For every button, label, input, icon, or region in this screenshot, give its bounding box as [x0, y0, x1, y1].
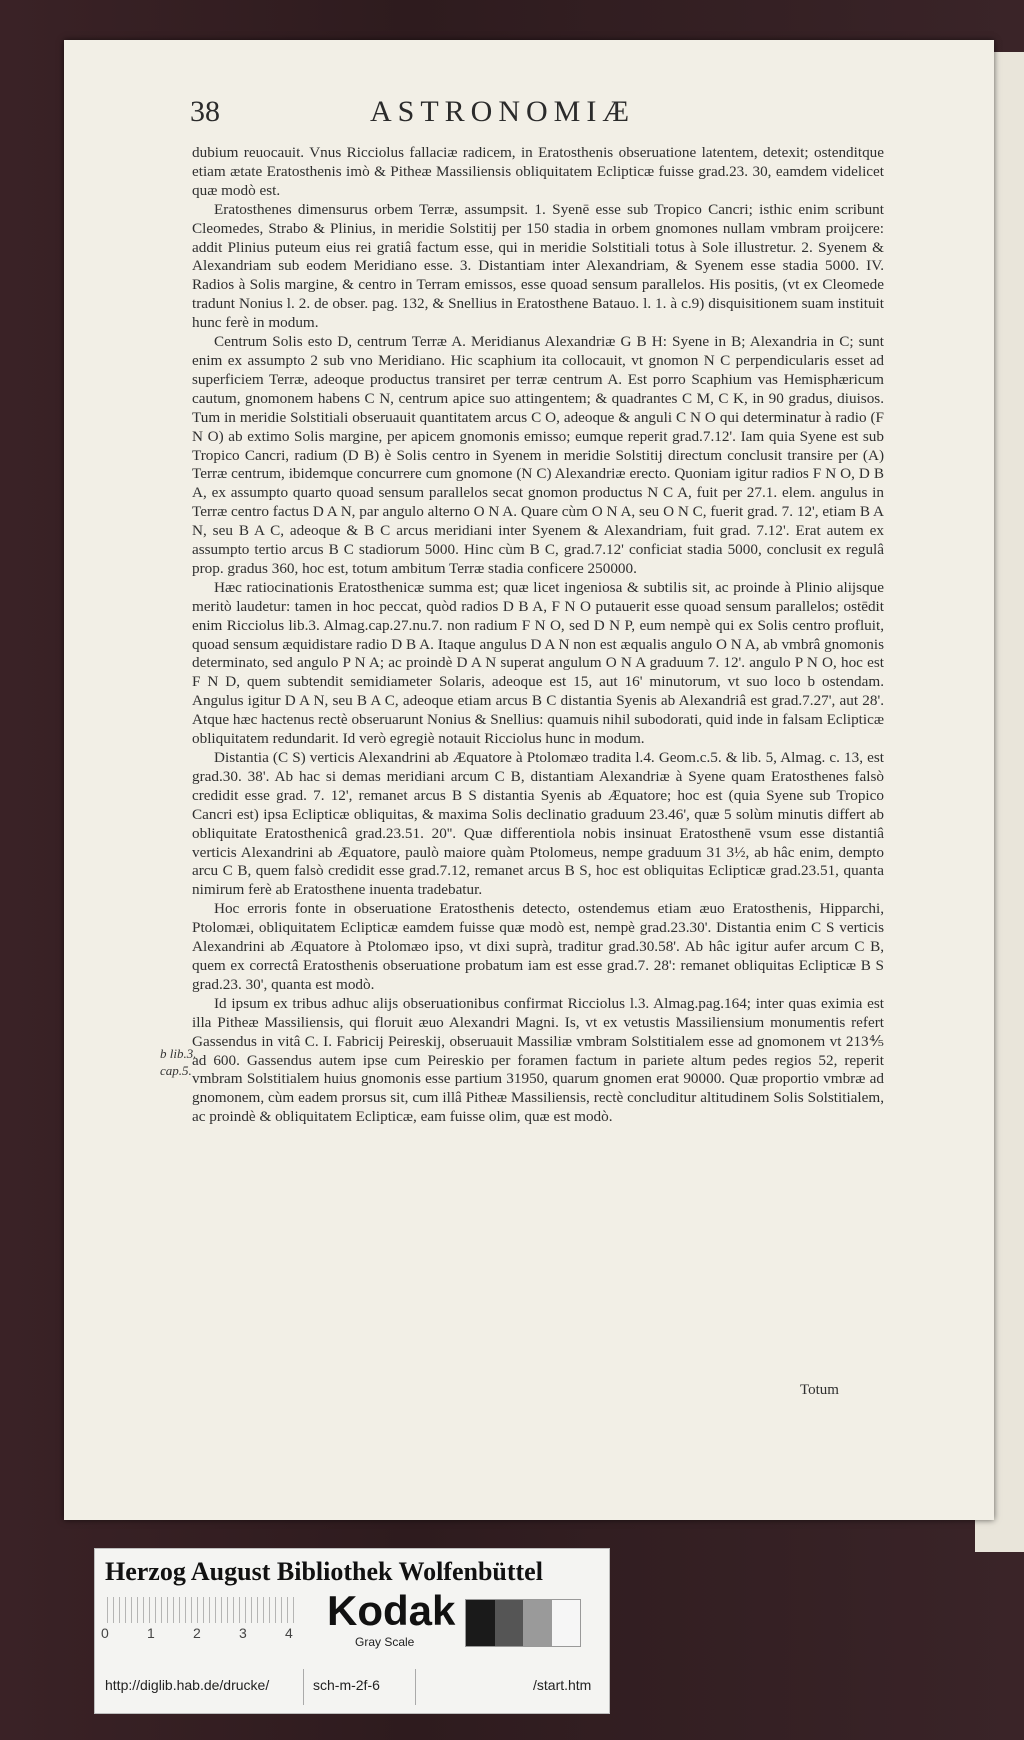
catchword: Totum: [800, 1382, 839, 1398]
paragraph: dubium reuocauit. Vnus Ricciolus fallaciæ radicem, in Eratosthenis obseruatione latentem, detexit; ostenditque etiam ætate Eratosthenis imò & Pitheæ Massiliensis obliquitatem Eclipticæ fuisse grad.23. 30, eamdem videlicet quæ modò est.: [192, 144, 884, 199]
url-id: sch-m-2f-6: [313, 1677, 380, 1693]
paragraph: Distantia (C S) verticis Alexandrini ab Æquatore à Ptolomæo tradita l.4. Geom.c.5. & lib. 5, Almag. c. 13, est grad.30. 38'. Ab hac si demas meridiani arcum C B, distantiam Alexandriæ à Syene quam Eratosthenes falsò credidit esse grad. 7. 12', remanet arcus B S distantia Syenis ab Æquatore; hoc est (quia Syene sub Tropico Cancri est) ipsa Eclipticæ obliquitas, & maxima Solis declinatio graduum 23.46', quæ 5 solùm minutis differt ab obliquitate Eratosthenicâ grad.23.51. 20''. Quæ differentiola nobis insinuat Eratosthenē vsum esse distantiâ verticis Alexandrini ab Æquatore, paulò maiore quàm Ptolomeus, nempe graduum 31 3½, ab hâc enim, dempto arcu C B, quem falsò credidit esse grad.7.12, remanet arcus B S, hoc est obliquitas Eclipticæ grad.23.51, quanta nimirum ferè ab Eratosthene inuenta tradebatur.: [192, 749, 884, 899]
gray-patch: [466, 1600, 495, 1646]
tick-label: 0: [101, 1625, 109, 1641]
running-title: ASTRONOMIÆ: [370, 95, 636, 128]
url-end: /start.htm: [533, 1677, 592, 1693]
library-name: Herzog August Bibliothek Wolfenbüttel: [105, 1557, 543, 1586]
paragraph: Eratosthenes dimensurus orbem Terræ, assumpsit. 1. Syenē esse sub Tropico Cancri; isthic enim scribunt Cleomedes, Strabo & Plinius, in meridie Solstitij per 150 stadia in orbem gnomones nullam vmbram proijcere: addit Plinius puteum eius rei gratiâ factum esse, qui in meridie Solstitiali totus à Sole illustretur. 2. Syenem & Alexandriam sub eodem Meridiano esse. 3. Distantiam inter Alexandriam, & Syenem esse stadia 5000. IV. Radios à Solis margine, & centro in Terram emissos, esse quoad sensum parallelos. His positis, (vt ex Cleomede tradunt Nonius l. 2. de obser. pag. 132, & Snellius in Eratosthene Batauo. l. 1. à c.9) disquisitionem suam instituit hunc ferè in modum.: [192, 200, 884, 332]
gray-patch: [523, 1600, 552, 1646]
paragraph: Centrum Solis esto D, centrum Terræ A. Meridianus Alexandriæ G B H: Syene in B; Alexandria in C; sunt enim ex assumpto 2 sub vno Meridiano. Hic scaphium ita collocauit, vt gnomon N C perpendicularis esset ad superficiem Terræ, adeoque productus transiret per terræ centrum A. Est porro Scaphium vas Hemisphæricum cautum, gnomonem habens C N, centrum apice suo attingentem; & quadrantes C M, C K, in 90 gradus, diuisos. Tum in meridie Solstitiali obseruauit quantitatem arcus C O, adeoque & anguli C N O qui determinatur à radio (F N O) ab extimo Solis margine, per apicem gnomonis emisso; eumque reperit grad.7.12'. Iam quia Syene est sub Tropico Cancri, radium (D B) è Solis centro in Syenem in meridie Solstitij directum conclusit transire per (A) Terræ centrum, ibidemque concurrere cum gnomone (N C) Alexandriæ erecto. Quoniam igitur radios F N O, D B A, ex assumpto quarto quoad sensum parallelos secat gnomon productus N C A, fuit per 27.1. elem. angulus in Terræ centro factus D A N, par angulo alterno O N A. Quare cùm O N A, seu O N C, fuerit grad. 7. 12', etiam B A N, seu B A C, adeoque & B C arcus meridiani inter Syenem & Alexandriam, fuit grad. 7.12'. Erat autem ex assumpto tertio arcus B C stadiorum 5000. Hinc cùm B C, grad.7.12' conficiat stadia 5000, conclusit ex regulâ prop. gradus 360, hoc est, totum ambitum Terræ stadia conficere 250000.: [192, 333, 884, 577]
url-base: http://diglib.hab.de/drucke/: [105, 1677, 270, 1693]
kodak-logo: Kodak: [327, 1587, 456, 1634]
marginal-note-line: b lib.3.: [160, 1046, 197, 1061]
marginal-note: [160, 1045, 196, 1079]
ruler-ticks: [101, 1625, 301, 1645]
page-number: 38: [190, 95, 220, 128]
paragraph: Hæc ratiocinationis Eratosthenicæ summa est; quæ licet ingeniosa & subtilis sit, ac proinde à Plinio alijsque meritò laudetur: tamen in hoc peccat, quòd radios D B A, F N O putauerit esse quoad sensum parallelos; ostēdit enim Ricciolus lib.3. Almag.cap.27.nu.7. non radium F N O, sed D N P, eum nempè qui ex Solis centro profluit, quoad sensum æquidistare radio D B A. Itaque angulus D A N non est æqualis angulo O N A, ab vmbrâ gnomonis determinato, sed angulo P N A; ac proindè D A N superat angulum O N A graduum 7. 12'. angulo P N O, hoc est F N D, quem subtendit semidiameter Solaris, adeoque est 15, aut 16' minutorum, vt suo loco b ostendam. Angulus igitur D A N, seu B A C, adeoque etiam arcus B C distantia Syenis ab Alexandriâ est grad.7.27', aut 28'. Atque hæc hactenus rectè obseruarunt Nonius & Snellius: quamuis nihil subodorati, quid inde in falsam Eclipticæ obliquitatem redundarit. Id verò egregiè notauit Ricciolus hunc in modum.: [192, 578, 884, 748]
gray-patch: [552, 1600, 581, 1646]
gray-patches: [465, 1599, 581, 1647]
tick-label: 4: [285, 1625, 293, 1641]
page-header: [190, 95, 890, 135]
paragraph: Id ipsum ex tribus adhuc alijs obseruationibus confirmat Ricciolus l.3. Almag.pag.164; inter quas eximia est illa Pitheæ Massiliensis, qui floruit æuo Alexandri Magni. Is, vt ex vetustis Massiliensium monumentis refert Gassendus in vitâ C. I. Fabricij Peireskij, obseruauit Massiliæ vmbram Solstitialem esse ad gnomonem vt 213⅘ ad 600. Gassendus autem ipse cum Peireskio per foramen factum in pariete altum pedes regios 52, reperit vmbram Solstitialem huius gnomonis esse partium 31950, quarum gnomen erat 90000. Quæ proportio vmbræ ad gnomonem, cùm eadem prorsus sit, cum illâ Pitheæ Massiliensis, rectè concluditur altitudinem Solis Solstitialem, ac proindè & obliquitatem Eclipticæ, eam fuisse olim, quæ est modò.: [192, 994, 884, 1126]
gray-patch: [495, 1600, 524, 1646]
marginal-note-line: cap.5.: [160, 1063, 192, 1078]
ruler-scale: [107, 1597, 297, 1623]
body-text: [192, 144, 884, 1127]
paragraph: Hoc erroris fonte in obseruatione Eratosthenis detecto, ostendemus etiam æuo Eratosthenis, Hipparchi, Ptolomæi, obliquitatem Eclipticæ eamdem fuisse quæ modò est, nempè grad.23.30'. Distantia enim C S verticis Alexandrini ab Æquatore à Ptolomæo ipso, vt dixi suprà, traditur grad.30.58'. Ab hâc igitur aufer arcum C B, quem ex correctâ Eratosthenis obseruatione probatum iam est esse grad.7. 28': remanet obliquitas Eclipticæ B S grad.23. 30', quanta est modò.: [192, 900, 884, 993]
gray-scale-label: Gray Scale: [355, 1635, 415, 1649]
tick-label: 2: [193, 1625, 201, 1641]
tick-label: 1: [147, 1625, 155, 1641]
tick-label: 3: [239, 1625, 247, 1641]
divider: [415, 1669, 416, 1705]
color-target-card: [94, 1548, 610, 1714]
divider: [303, 1669, 304, 1705]
